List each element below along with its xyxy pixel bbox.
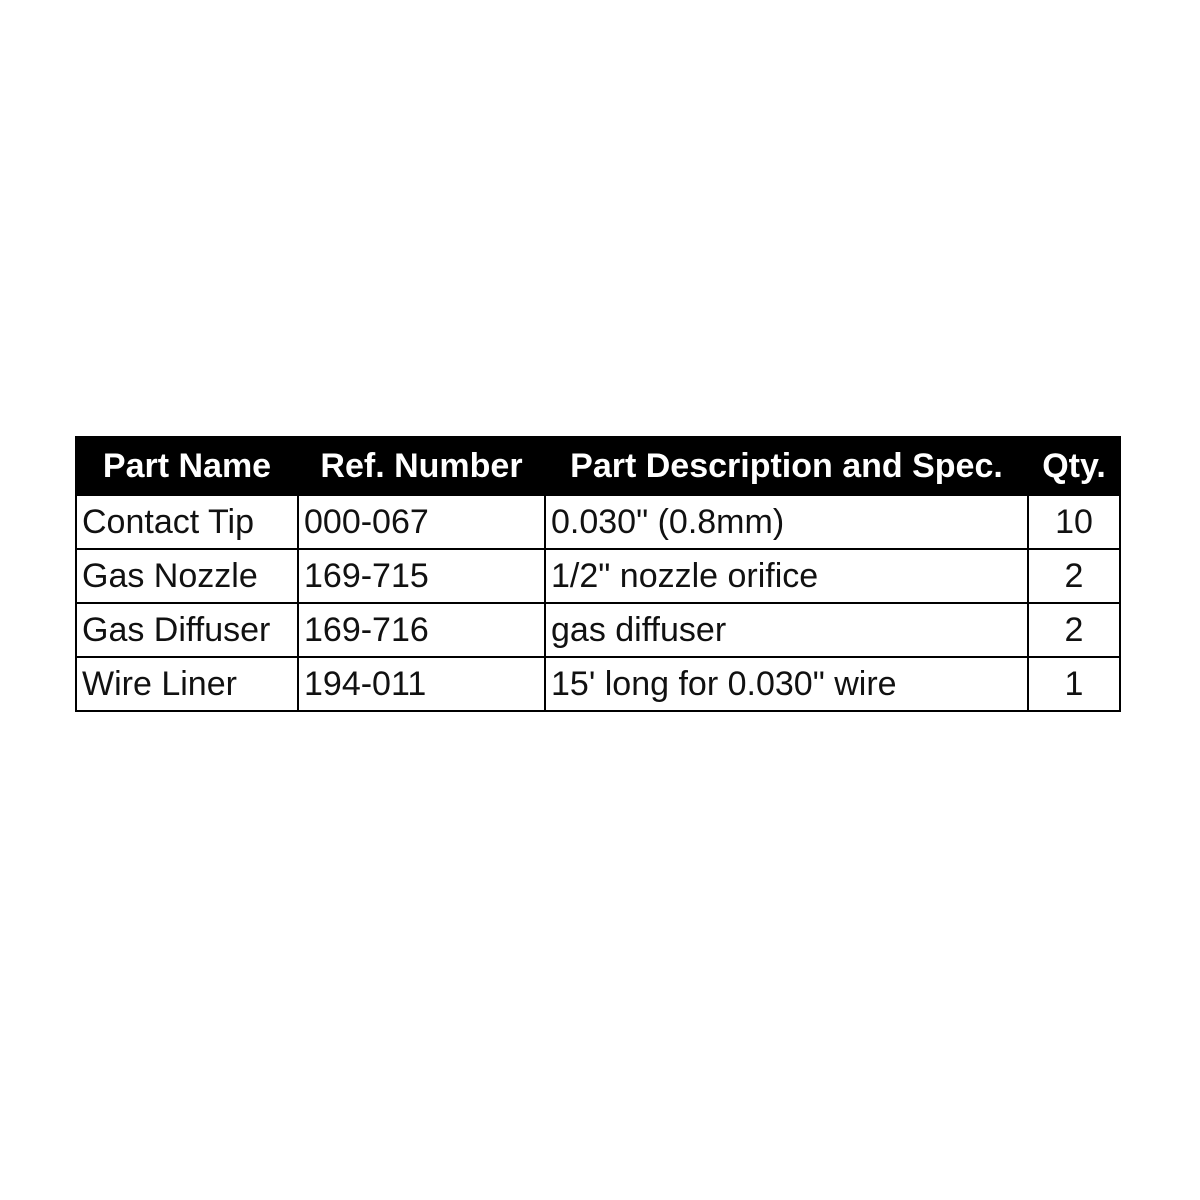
cell-qty: 2 (1028, 603, 1120, 657)
table-row (76, 495, 1120, 549)
header-ref-number: Ref. Number (298, 437, 545, 495)
table-row (76, 657, 1120, 711)
cell-part-name: Gas Diffuser (76, 603, 298, 657)
cell-description: gas diffuser (545, 603, 1028, 657)
cell-description: 0.030" (0.8mm) (545, 495, 1028, 549)
table-row (76, 603, 1120, 657)
cell-ref-number: 000-067 (298, 495, 545, 549)
cell-description: 15' long for 0.030" wire (545, 657, 1028, 711)
cell-qty: 10 (1028, 495, 1120, 549)
header-description: Part Description and Spec. (545, 437, 1028, 495)
cell-part-name: Gas Nozzle (76, 549, 298, 603)
cell-qty: 2 (1028, 549, 1120, 603)
table-header (76, 437, 1120, 495)
header-qty: Qty. (1028, 437, 1120, 495)
cell-part-name: Wire Liner (76, 657, 298, 711)
cell-qty: 1 (1028, 657, 1120, 711)
table-body (76, 495, 1120, 711)
table-row (76, 549, 1120, 603)
header-row (76, 437, 1120, 495)
cell-description: 1/2" nozzle orifice (545, 549, 1028, 603)
parts-table (75, 436, 1121, 712)
cell-ref-number: 194-011 (298, 657, 545, 711)
cell-ref-number: 169-716 (298, 603, 545, 657)
cell-part-name: Contact Tip (76, 495, 298, 549)
header-part-name: Part Name (76, 437, 298, 495)
cell-ref-number: 169-715 (298, 549, 545, 603)
